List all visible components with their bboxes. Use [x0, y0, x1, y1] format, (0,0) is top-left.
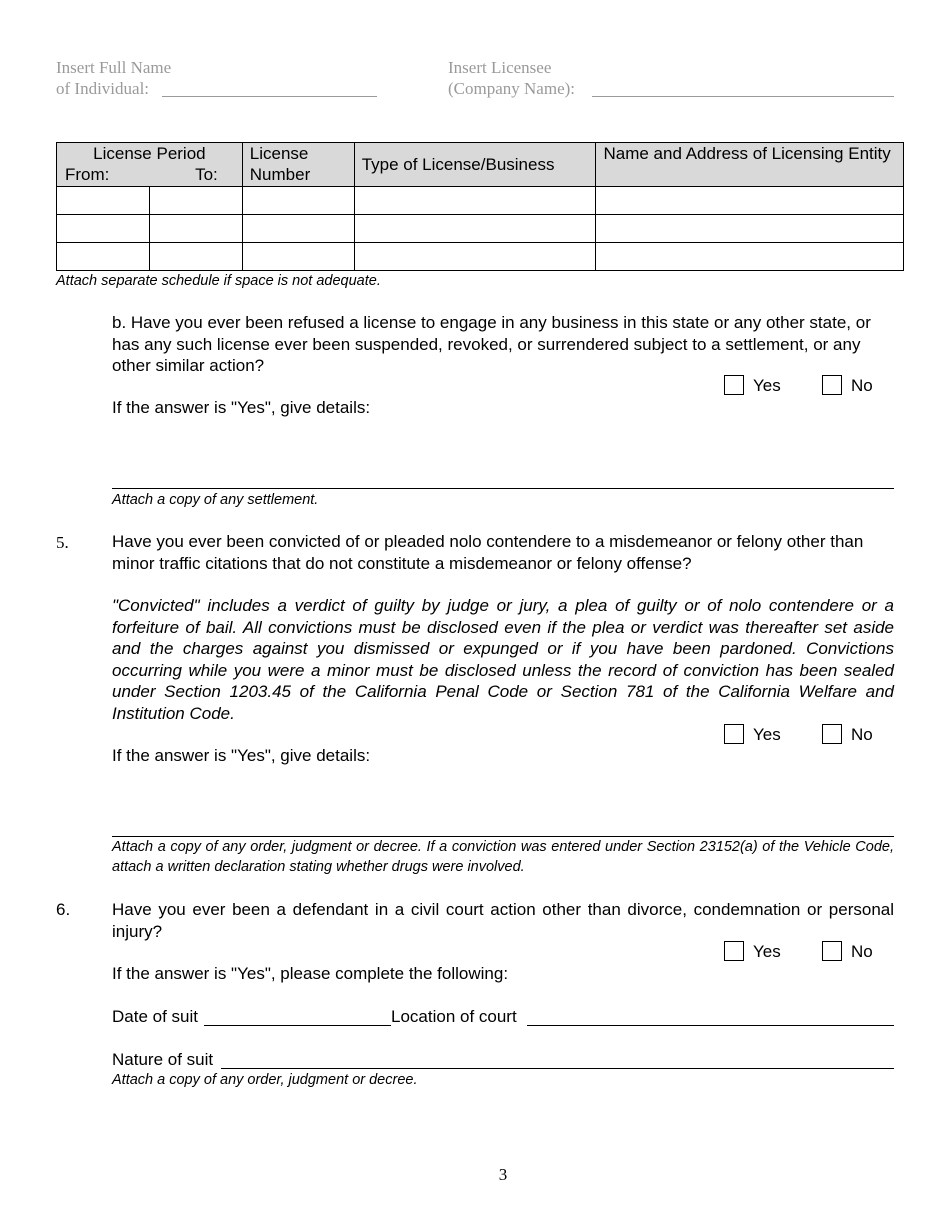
header-license-type: Type of License/Business [354, 143, 596, 187]
q5-details-prompt: If the answer is "Yes", give details: [112, 746, 371, 765]
cell-entity[interactable] [596, 243, 904, 271]
cell-number[interactable] [242, 243, 354, 271]
cell-from[interactable] [57, 243, 150, 271]
date-of-suit-field[interactable] [204, 1025, 391, 1026]
table-row [57, 243, 904, 271]
cell-entity[interactable] [596, 187, 904, 215]
question-5-number: 5. [56, 533, 69, 552]
q4b-no-label: No [851, 376, 873, 395]
q5-no-checkbox[interactable] [822, 724, 842, 744]
cell-type[interactable] [354, 215, 596, 243]
question-5-definition: "Convicted" includes a verdict of guilty by judge or jury, a plea of guilty or of nolo contendere or a forfeiture of bail. All convictions must be disclosed even if the plea or verdict was thereafter set aside and the charges against you dismissed or expunged or if you have been pardoned. Convictions occurring while you were a minor must be disclosed unless the record of conviction has been sealed under Section 1203.45 of the California Penal Code or Section 781 of the California Welfare and Institution Code. [112, 596, 894, 723]
licensee-label [448, 57, 748, 99]
nature-of-suit-field[interactable] [221, 1068, 894, 1069]
q5-yes-label: Yes [753, 725, 781, 744]
header-license-period [57, 143, 243, 187]
question-6-text: Have you ever been a defendant in a civil court action other than divorce, condemnation or personal injury? [112, 900, 894, 941]
q5-yes-checkbox[interactable] [724, 724, 744, 744]
cell-number[interactable] [242, 187, 354, 215]
q4b-note: Attach a copy of any settlement. [112, 492, 319, 508]
cell-to[interactable] [149, 243, 242, 271]
full-name-label [56, 57, 386, 99]
location-of-court-label: Location of court [391, 1007, 517, 1026]
licensee-label-line1: Insert Licensee [448, 58, 552, 77]
license-table [56, 142, 904, 271]
q6-details-prompt: If the answer is "Yes", please complete the following: [112, 964, 509, 983]
licensee-label-line2: (Company Name): [448, 79, 575, 98]
q5-no-label: No [851, 725, 873, 744]
q6-no-checkbox[interactable] [822, 941, 842, 961]
question-6-number: 6. [56, 900, 71, 919]
table-note: Attach separate schedule if space is not adequate. [56, 273, 381, 289]
header-to: To: [195, 165, 218, 184]
header-license-number: License Number [242, 143, 354, 187]
q6-yes-label: Yes [753, 942, 781, 961]
nature-of-suit-label: Nature of suit [112, 1050, 214, 1069]
cell-from[interactable] [57, 187, 150, 215]
cell-from[interactable] [57, 215, 150, 243]
cell-number[interactable] [242, 215, 354, 243]
cell-entity[interactable] [596, 215, 904, 243]
q4b-details-prompt: If the answer is "Yes", give details: [112, 398, 371, 417]
q6-yes-checkbox[interactable] [724, 941, 744, 961]
page-number: 3 [498, 1165, 508, 1184]
header-from: From: [65, 165, 110, 184]
q5-note: Attach a copy of any order, judgment or decree. If a conviction was entered under Section 23152(a) of the Vehicle Code, attach a written declaration stating whether drugs were involved. [112, 839, 894, 875]
header-period-label: License Period [93, 144, 206, 163]
table-row [57, 187, 904, 215]
full-name-field[interactable] [162, 96, 377, 97]
cell-type[interactable] [354, 187, 596, 215]
q4b-details-field[interactable] [112, 488, 894, 489]
full-name-label-line2: of Individual: [56, 79, 150, 98]
cell-type[interactable] [354, 243, 596, 271]
cell-to[interactable] [149, 215, 242, 243]
date-of-suit-label: Date of suit [112, 1007, 198, 1026]
question-5-text: Have you ever been convicted of or pleaded nolo contendere to a misdemeanor or felony other than minor traffic citations that do not constitute a misdemeanor or felony offense? [112, 532, 864, 573]
license-table-header [57, 143, 904, 187]
full-name-label-line1: Insert Full Name [56, 58, 172, 77]
q6-note: Attach a copy of any order, judgment or decree. [112, 1072, 418, 1088]
cell-to[interactable] [149, 187, 242, 215]
header-licensing-entity: Name and Address of Licensing Entity [596, 143, 904, 187]
q4b-yes-label: Yes [753, 376, 781, 395]
licensee-field[interactable] [592, 96, 894, 97]
q4b-no-checkbox[interactable] [822, 375, 842, 395]
table-row [57, 215, 904, 243]
question-4b-text: b. Have you ever been refused a license to engage in any business in this state or any other state, or has any such license ever been suspended, revoked, or surrendered subject to a settlement, or any other similar action? [112, 313, 871, 375]
q6-no-label: No [851, 942, 873, 961]
q4b-yes-checkbox[interactable] [724, 375, 744, 395]
location-of-court-field[interactable] [527, 1025, 894, 1026]
